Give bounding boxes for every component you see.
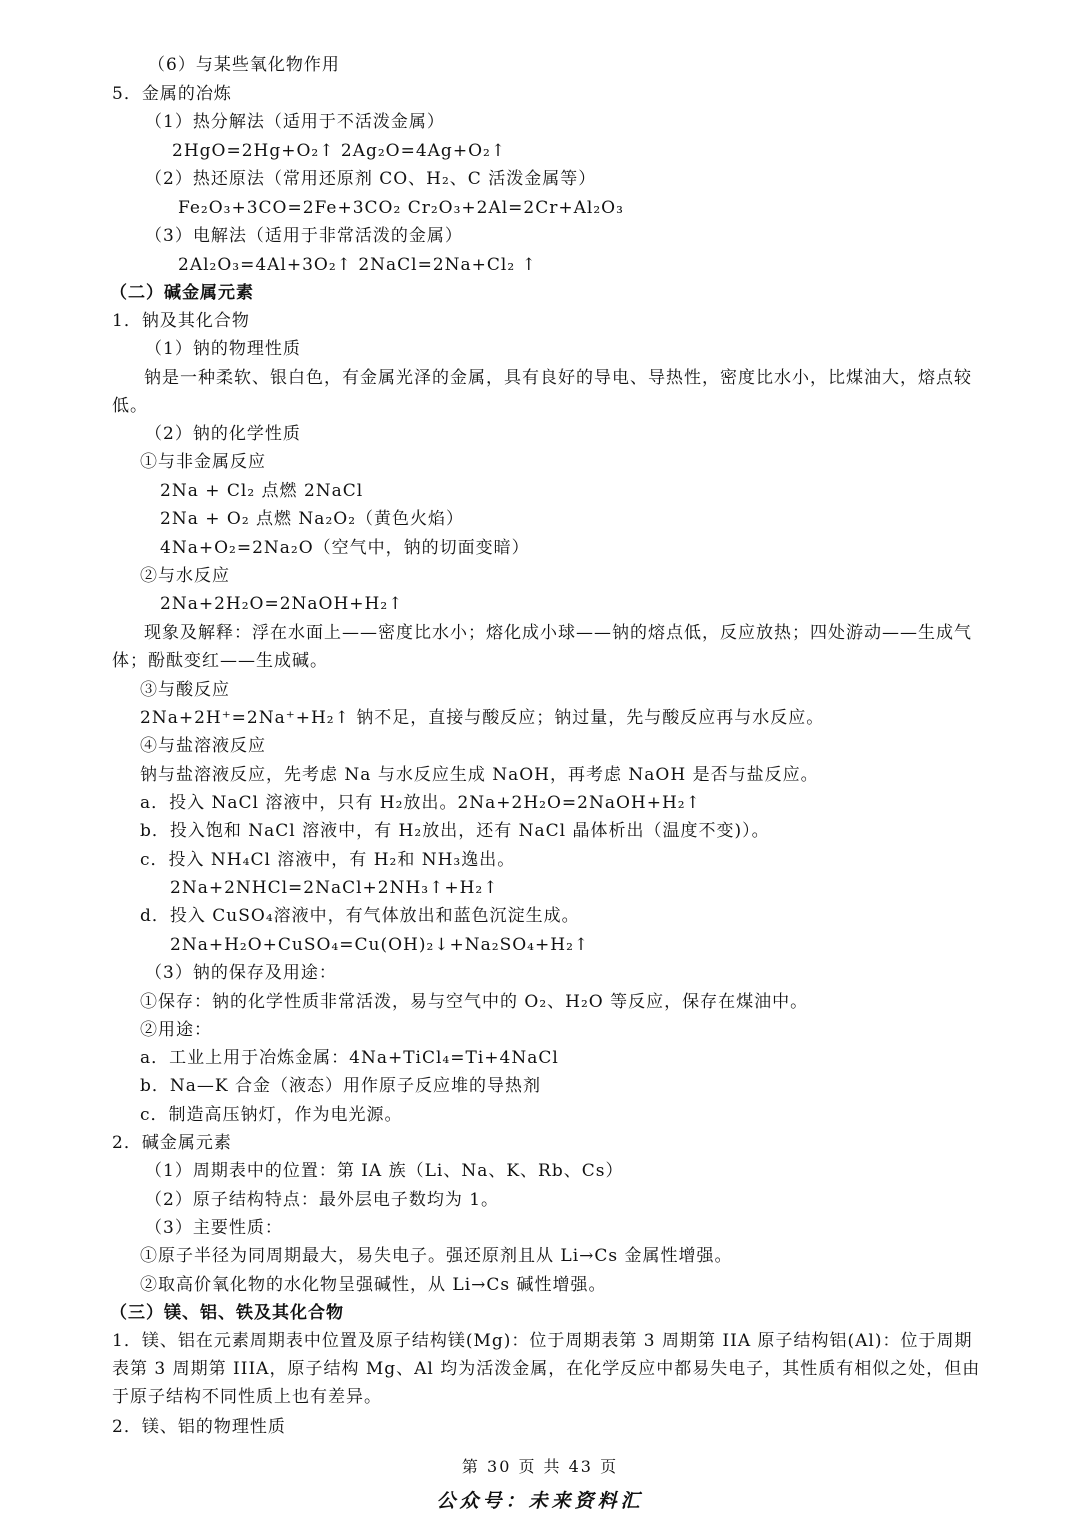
page-number: 第 30 页 共 43 页 [461, 1457, 619, 1476]
equation-line: 4Na+O₂=2Na₂O（空气中，钠的切面变暗） [160, 538, 530, 558]
text-line: （1）热分解法（适用于不活泼金属） [145, 112, 445, 132]
text-line: d．投入 CuSO₄溶液中，有气体放出和蓝色沉淀生成。 [140, 906, 580, 926]
text-line: ①原子半径为同周期最大，易失电子。强还原剂且从 Li→Cs 金属性增强。 [140, 1246, 733, 1266]
equation-line: 2Na + O₂ 点燃 Na₂O₂（黄色火焰） [160, 509, 465, 529]
text-line: （2）热还原法（常用还原剂 CO、H₂、C 活泼金属等） [145, 169, 597, 189]
text-line: （1）钠的物理性质 [145, 339, 301, 359]
equation-line: Fe₂O₃+3CO=2Fe+3CO₂ Cr₂O₃+2Al=2Cr+Al₂O₃ [178, 198, 624, 218]
text-line: b．投入饱和 NaCl 溶液中，有 H₂放出，还有 NaCl 晶体析出（温度不变)）。 [140, 821, 770, 841]
equation-line: 2Na+H₂O+CuSO₄=Cu(OH)₂↓+Na₂SO₄+H₂↑ [170, 935, 590, 955]
text-line: c．制造高压钠灯，作为电光源。 [140, 1105, 403, 1125]
section-heading: 2．镁、铝的物理性质 [112, 1417, 286, 1437]
text-line: ①保存：钠的化学性质非常活泼，易与空气中的 O₂、H₂O 等反应，保存在煤油中。 [140, 992, 809, 1012]
text-line: ②用途： [140, 1020, 212, 1040]
paragraph: 现象及解释：浮在水面上——密度比水小；熔化成小球——钠的熔点低，反应放热；四处游动——生成气体；酚酞变红——生成碱。 [112, 623, 972, 671]
text-line: a．工业上用于冶炼金属：4Na+TiCl₄=Ti+4NaCl [140, 1048, 559, 1068]
text-line: ②取高价氧化物的水化物呈强碱性，从 Li→Cs 碱性增强。 [140, 1275, 607, 1295]
text-line: b．Na—K 合金（液态）用作原子反应堆的导热剂 [140, 1076, 541, 1096]
text-line: ③与酸反应 [140, 680, 230, 700]
section-heading: 1．钠及其化合物 [112, 311, 250, 331]
section-heading: 5．金属的冶炼 [112, 84, 232, 104]
text-line: （3）钠的保存及用途： [145, 963, 337, 983]
text-line: （6）与某些氧化物作用 [148, 55, 340, 75]
text-line: 2Na+2H⁺=2Na⁺+H₂↑ 钠不足，直接与酸反应；钠过量，先与酸反应再与水反应。 [140, 708, 825, 728]
text-line: （3）主要性质： [145, 1218, 283, 1238]
text-line: a．投入 NaCl 溶液中，只有 H₂放出。2Na+2H₂O=2NaOH+H₂↑ [140, 793, 701, 813]
text-line: 钠与盐溶液反应，先考虑 Na 与水反应生成 NaOH，再考虑 NaOH 是否与盐反应。 [140, 765, 819, 785]
equation-line: 2HgO=2Hg+O₂↑ 2Ag₂O=4Ag+O₂↑ [172, 141, 507, 161]
equation-line: 2Na+2H₂O=2NaOH+H₂↑ [160, 594, 404, 614]
section-heading: 2．碱金属元素 [112, 1133, 232, 1153]
equation-line: 2Na + Cl₂ 点燃 2NaCl [160, 481, 364, 501]
text-line: ②与水反应 [140, 566, 230, 586]
text-line: ④与盐溶液反应 [140, 736, 266, 756]
equation-line: 2Al₂O₃=4Al+3O₂↑ 2NaCl=2Na+Cl₂ ↑ [178, 255, 537, 275]
equation-line: 2Na+2NHCl=2NaCl+2NH₃↑+H₂↑ [170, 878, 499, 898]
text-line: （3）电解法（适用于非常活泼的金属） [145, 226, 463, 246]
text-line: （2）钠的化学性质 [145, 424, 301, 444]
text-line: （1）周期表中的位置：第 IA 族（Li、Na、K、Rb、Cs） [145, 1161, 624, 1181]
section-title: （二）碱金属元素 [110, 283, 254, 303]
brand-watermark: 公众号：未来资料汇 [436, 1490, 644, 1512]
paragraph: 1．镁、铝在元素周期表中位置及原子结构镁(Mg)：位于周期表第 3 周期第 IIA 原子结构铝(Al)：位于周期表第 3 周期第 IIIA，原子结构 Mg、Al 均为活泼金属，在化学反应中都易失电子，其性质有相似之处，但由于原子结构不同性质上也有差异。 [112, 1331, 981, 1407]
section-title: （三）镁、铝、铁及其化合物 [110, 1303, 344, 1323]
text-line: c．投入 NH₄Cl 溶液中，有 H₂和 NH₃逸出。 [140, 850, 516, 870]
paragraph: 钠是一种柔软、银白色，有金属光泽的金属，具有良好的导电、导热性，密度比水小，比煤油大，熔点较低。 [112, 368, 972, 416]
text-line: ①与非金属反应 [140, 452, 266, 472]
text-line: （2）原子结构特点：最外层电子数均为 1。 [145, 1190, 500, 1210]
